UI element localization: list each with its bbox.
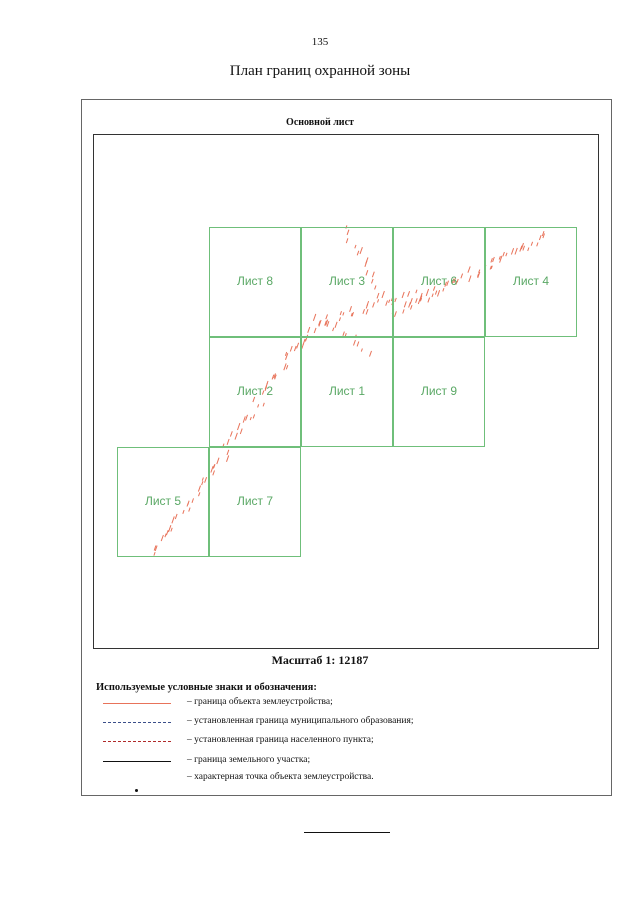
- sheet-label: Лист 8: [236, 274, 274, 288]
- footer-rule: [304, 832, 390, 833]
- sheet-cell-4[interactable]: [485, 227, 577, 337]
- sheet-caption: Основной лист: [286, 117, 354, 128]
- legend-item-object-boundary: [103, 697, 583, 711]
- legend-text: – граница земельного участка;: [187, 755, 311, 765]
- sheet-label: Лист 1: [328, 384, 366, 398]
- legend-swatch: [103, 761, 171, 762]
- scale-label: Масштаб 1: 12187: [271, 653, 369, 667]
- legend-item-municipal-boundary: [103, 716, 583, 730]
- legend-text: – установленная граница муниципального образования;: [187, 716, 414, 726]
- map-frame[interactable]: [93, 134, 599, 649]
- legend-item-characteristic-point: [103, 772, 583, 786]
- legend-text: – установленная граница населенного пункта;: [187, 735, 374, 745]
- sheet-cell-2[interactable]: [209, 337, 301, 447]
- legend-swatch: [103, 741, 171, 742]
- page-title: План границ охранной зоны: [229, 63, 411, 79]
- sheet-label: Лист 9: [420, 384, 458, 398]
- sheet-cell-7[interactable]: [209, 447, 301, 557]
- sheet-cell-3[interactable]: [301, 227, 393, 337]
- sheet-cell-1[interactable]: [301, 337, 393, 447]
- legend-item-land-plot-boundary: [103, 755, 583, 769]
- legend-swatch: [103, 722, 171, 723]
- legend-title: Используемые условные знаки и обозначения:: [96, 682, 317, 693]
- sheet-label: Лист 5: [144, 494, 182, 508]
- legend-item-settlement-boundary: [103, 735, 583, 749]
- sheet-label: Лист 7: [236, 494, 274, 508]
- legend-text: – граница объекта землеустройства;: [187, 697, 333, 707]
- sheet-cell-6[interactable]: [393, 227, 485, 337]
- page-number: 135: [311, 36, 329, 48]
- legend-swatch: [103, 703, 171, 704]
- sheet-cell-9[interactable]: [393, 337, 485, 447]
- sheet-label: Лист 2: [236, 384, 274, 398]
- legend-text: – характерная точка объекта землеустройства.: [187, 772, 374, 782]
- sheet-label: Лист 6: [420, 274, 458, 288]
- sheet-label: Лист 4: [512, 274, 550, 288]
- sheet-label: Лист 3: [328, 274, 366, 288]
- sheet-cell-8[interactable]: [209, 227, 301, 337]
- sheet-cell-5[interactable]: [117, 447, 209, 557]
- point-icon: [135, 789, 138, 792]
